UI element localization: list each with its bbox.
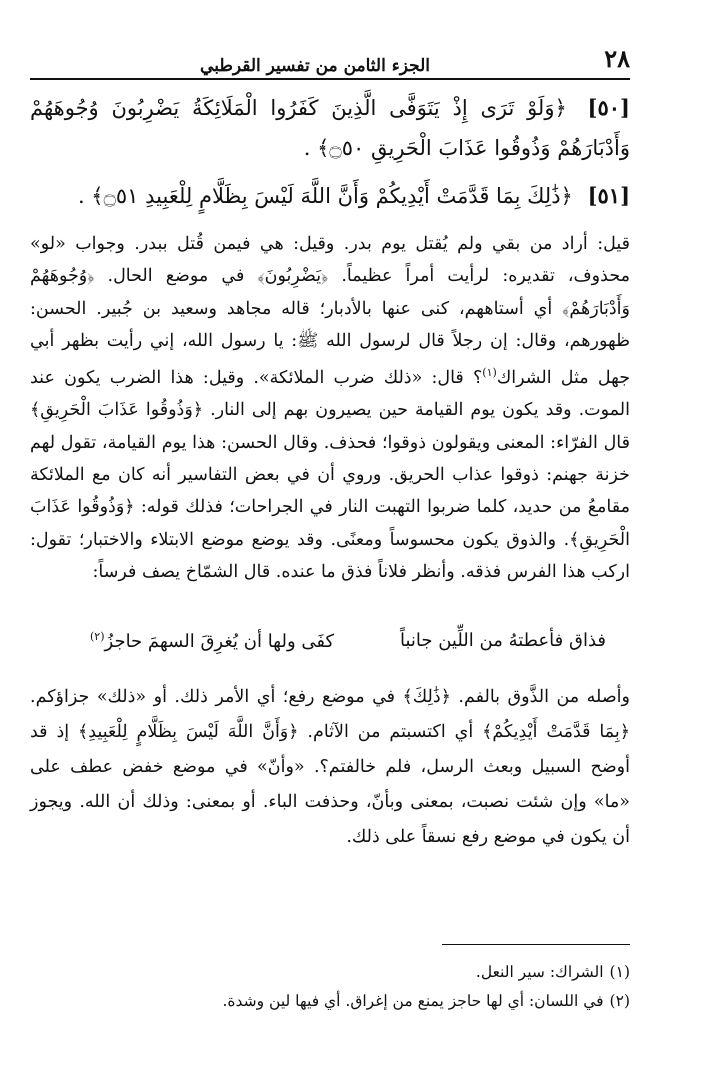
- footnote-ref: (١): [482, 366, 497, 380]
- verse-number: [٥٠]: [587, 95, 630, 120]
- footnote-divider: [442, 944, 630, 945]
- poem-hemistich-text: كفَى ولها أن يُغرِقَ السهمَ حاجزُ: [104, 631, 335, 652]
- page-header: [30, 44, 630, 80]
- verse-text: ﴿وَلَوْ تَرَى إِذْ يَتَوَفَّى الَّذِينَ كَفَرُوا الْمَلَائِكَةُ يَضْرِبُونَ وُجُوهَهُمْ وَأَدْبَارَهُمْ وَذُوقُوا عَذَابَ الْحَرِيقِ ۝٥٠﴾ .: [30, 96, 630, 160]
- poem-hemistich-first: فذاق فأعطتهُ من اللِّين جانباً: [399, 630, 606, 651]
- footnote-number: (٢): [609, 992, 630, 1010]
- commentary-paragraph-2: وأصله من الذَّوق بالفم. ﴿ذَٰلِكَ﴾ في موضع رفع؛ أي الأمر ذلك. أو «ذلك» جزاؤكم. ﴿بِمَا قَدَّمَتْ أَيْدِيكُمْ﴾ أي اكتسبتم من الآثام. ﴿وَأَنَّ اللَّهَ لَيْسَ بِظَلَّامٍ لِلْعَبِيدِ﴾ إذ قد أوضح السبيل وبعث الرسل، فلم خالفتم؟. «وأنّ» في موضع خفض عطف على «ما» وإن شئت نصبت، بمعنى وبأنّ، وحذفت الباء. أو بمعنى: وذلك أن الله. ويجوز أن يكون في موضع رفع نسقاً على ذلك.: [30, 687, 630, 847]
- footnote-number: (١): [609, 963, 630, 981]
- commentary-paragraph-1: [30, 228, 630, 588]
- footnote-text: في اللسان: أي لها حاجز يمنع من إغراق. أي فيها لين وشدة.: [222, 992, 604, 1010]
- header-rule: [30, 78, 630, 80]
- commentary-text: قيل: أراد من بقي ولم يُقتل يوم بدر. وقيل: هي فيمن قُتل ببدر. وجواب «لو» محذوف، تقديره: لرأيت أمراً عظيماً. ﴿يَضْرِبُونَ﴾ في موضع الحال. ﴿وُجُوهَهُمْ وَأَدْبَارَهُمْ﴾ أي أستاههم، كنى عنها بالأدبار؛ قاله مجاهد وسعيد بن جُبير. الحسن: ظهورهم، وقال: إن رجلاً قال لرسول الله ﷺ: يا رسول الله، إني رأيت بظهر أبي جهل مثل الشراك: [30, 234, 631, 389]
- footnote-text: الشراك: سير النعل.: [475, 963, 604, 981]
- verse-51: [30, 176, 630, 216]
- footnote-2: [30, 987, 630, 1016]
- verse-50: [30, 88, 630, 168]
- running-title: الجزء الثامن من تفسير القرطبي: [200, 56, 430, 76]
- footnotes: [30, 958, 630, 1016]
- poem-hemistich-second: [90, 630, 334, 652]
- poem-verse: [30, 630, 630, 662]
- footnote-1: [30, 958, 630, 987]
- verse-text: ﴿ذَٰلِكَ بِمَا قَدَّمَتْ أَيْدِيكُمْ وَأَنَّ اللَّهَ لَيْسَ بِظَلَّامٍ لِلْعَبِيدِ ۝٥١﴾ .: [77, 184, 573, 208]
- verse-number: [٥١]: [587, 183, 630, 208]
- footnote-ref: (٢): [90, 630, 105, 643]
- page-number: ٢٨: [604, 44, 630, 73]
- commentary-text: ؟ قال: «ذلك ضرب الملائكة». وقيل: هذا الضرب يكون عند الموت. وقد يكون يوم القيامة حين يصيرون بهم إلى النار. ﴿وَذُوقُوا عَذَابَ الْحَرِيقِ﴾ قال الفرّاء: المعنى ويقولون ذوقوا؛ فحذف. وقال الحسن: هذا يوم القيامة، تقول لهم خزنة جهنم: ذوقوا عذاب الحريق. وروي أن في بعض التفاسير أنه كان مع الملائكة مقامعُ من حديد، كلما ضربوا التهبت النار في الجراحات؛ فذلك قوله: ﴿وَذُوقُوا عَذَابَ الْحَرِيقِ﴾. والذوق يكون محسوساً ومعنًى. وقد يوضع موضع الابتلاء والاختبار؛ تقول: اركب هذا الفرس فذقه. وأنظر فلاناً فذق ما عنده. قال الشمّاخ يصف فرساً:: [30, 368, 630, 582]
